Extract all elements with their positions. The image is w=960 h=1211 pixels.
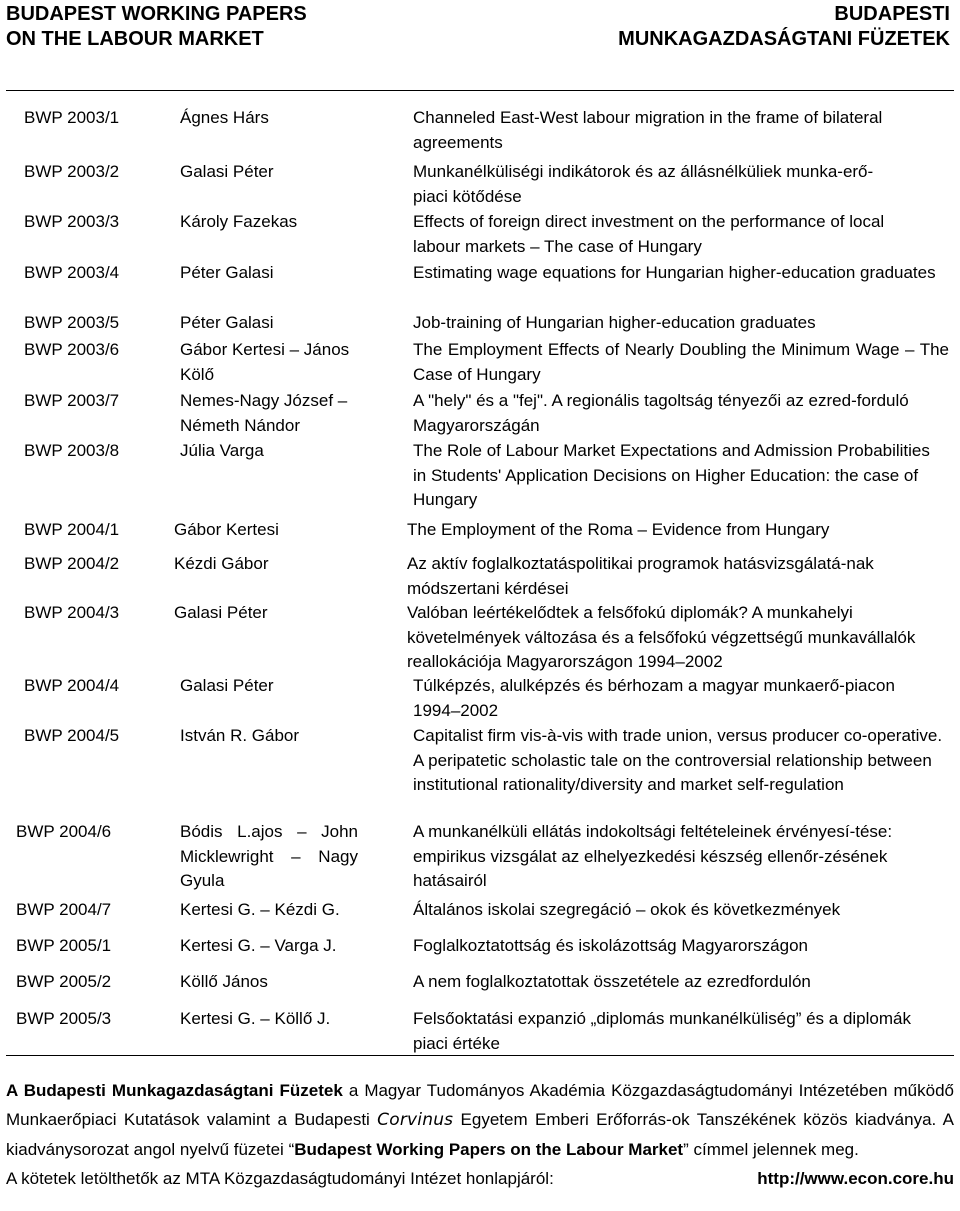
series-description: [6, 1076, 954, 1164]
corvinus-logo-text: Corvinus: [377, 1110, 454, 1130]
paper-author: Galasi Péter: [180, 162, 274, 181]
paper-code: BWP 2003/8: [24, 441, 120, 460]
paper-author: Péter Galasi: [180, 263, 274, 282]
paper-title: Az aktív foglalkoztatáspolitikai programok hatásvizsgálatá-nak módszertani kérdései: [407, 554, 874, 598]
paper-title: Capitalist firm vis-à-vis with trade union, versus producer co-operative. A peripatetic scholastic tale on the controversial relationship between institutional rationality/diversity and market self-regulation: [413, 726, 943, 794]
header-left-line2: ON THE LABOUR MARKET: [6, 28, 264, 50]
paper-code: BWP 2004/7: [16, 900, 112, 919]
description-text-1: a Magyar Tudományos Akadémia Közgazdaságtudományi Intézetében működő Munkaerőpiaci Kutatások valamint a Budapesti: [6, 1081, 954, 1129]
paper-code: BWP 2004/5: [24, 726, 120, 745]
quote-open: “: [288, 1140, 295, 1159]
paper-author: Galasi Péter: [180, 676, 274, 695]
publisher-note: [6, 1076, 954, 1193]
paper-author: Júlia Varga: [180, 441, 264, 460]
paper-title: Munkanélküliségi indikátorok és az állásnélküliek munka-erő-piaci kötődése: [413, 162, 874, 206]
website-link[interactable]: http://www.econ.core.hu: [757, 1169, 954, 1188]
paper-code: BWP 2004/1: [24, 520, 120, 539]
paper-author: Kertesi G. – Kézdi G.: [180, 900, 340, 919]
paper-author: Köllő János: [180, 972, 268, 991]
paper-code: BWP 2003/7: [24, 391, 120, 410]
paper-title: A "hely" és a "fej". A regionális tagoltság tényezői az ezred-forduló Magyarországán: [413, 391, 909, 435]
paper-title: Channeled East-West labour migration in the frame of bilateral agreements: [413, 108, 883, 152]
paper-author: István R. Gábor: [180, 726, 300, 745]
paper-code: BWP 2003/2: [24, 162, 120, 181]
paper-title: Foglalkoztatottság és iskolázottság Magyarországon: [413, 936, 808, 955]
paper-title: Általános iskolai szegregáció – okok és következmények: [413, 900, 841, 919]
quote-close: ”: [683, 1140, 689, 1159]
paper-code: BWP 2003/6: [24, 340, 120, 359]
paper-author: Galasi Péter: [174, 603, 268, 622]
download-text: A kötetek letölthetők az MTA Közgazdaságtudományi Intézet honlapjáról:: [6, 1169, 554, 1188]
paper-title: A nem foglalkoztatottak összetétele az ezredfordulón: [413, 972, 811, 991]
paper-code: BWP 2003/4: [24, 263, 120, 282]
paper-title: Túlképzés, alulképzés és bérhozam a magyar munkaerő-piacon 1994–2002: [413, 676, 895, 720]
header-right-line2: MUNKAGAZDASÁGTANI FÜZETEK: [618, 28, 950, 50]
paper-author: Bódis L.ajos – John Micklewright – Nagy Gyula: [180, 822, 358, 890]
paper-title: A munkanélküli ellátás indokoltsági feltételeinek érvényesí-tése: empirikus vizsgálat az elhelyezkedési készség ellenőr-zésének hatásairól: [413, 822, 893, 890]
paper-code: BWP 2005/3: [16, 1009, 112, 1028]
paper-author: Kertesi G. – Varga J.: [180, 936, 337, 955]
paper-author: Ágnes Hárs: [180, 108, 269, 127]
description-text-3: címmel jelennek meg.: [688, 1140, 859, 1159]
paper-author: Gábor Kertesi – János Kölő: [180, 340, 350, 384]
paper-author: Károly Fazekas: [180, 212, 298, 231]
paper-title: Valóban leértékelődtek a felsőfokú diplomák? A munkahelyi követelmények változása és a felsőfokú végzettségű munkavállalók reallokációja Magyarországon 1994–2002: [407, 603, 916, 671]
paper-title: The Employment Effects of Nearly Doubling the Minimum Wage – The Case of Hungary: [413, 340, 949, 384]
paper-title: Estimating wage equations for Hungarian higher-education graduates: [413, 263, 936, 282]
paper-title: The Employment of the Roma – Evidence from Hungary: [407, 520, 830, 539]
paper-code: BWP 2003/5: [24, 313, 120, 332]
paper-code: BWP 2004/4: [24, 676, 120, 695]
paper-title: Felsőoktatási expanzió „diplomás munkanélküliség” és a diplomák piaci értéke: [413, 1009, 911, 1053]
bottom-divider: [6, 1055, 954, 1056]
paper-code: BWP 2003/3: [24, 212, 120, 231]
paper-title: Effects of foreign direct investment on the performance of local labour markets – The case of Hungary: [413, 212, 885, 256]
paper-title: Job-training of Hungarian higher-education graduates: [413, 313, 816, 332]
header-right-line1: BUDAPESTI: [834, 3, 950, 25]
paper-code: BWP 2005/1: [16, 936, 112, 955]
paper-code: BWP 2005/2: [16, 972, 112, 991]
paper-author: Gábor Kertesi: [174, 520, 279, 539]
series-name-en: Budapest Working Papers on the Labour Market: [294, 1140, 684, 1159]
paper-author: Péter Galasi: [180, 313, 274, 332]
paper-author: Kézdi Gábor: [174, 554, 269, 573]
paper-author: Nemes-Nagy József – Németh Nándor: [180, 391, 348, 435]
paper-title: The Role of Labour Market Expectations and Admission Probabilities in Students' Application Decisions on Higher Education: the case of Hungary: [413, 441, 930, 509]
paper-code: BWP 2003/1: [24, 108, 120, 127]
paper-code: BWP 2004/3: [24, 603, 120, 622]
paper-author: Kertesi G. – Köllő J.: [180, 1009, 331, 1028]
download-line: [6, 1164, 954, 1193]
header-left-line1: BUDAPEST WORKING PAPERS: [6, 3, 307, 25]
description-text-2: Egyetem Emberi Erőforrás-ok Tanszékének közös kiadványa. A kiadványsorozat angol nyelvű füzetei: [6, 1110, 954, 1159]
paper-code: BWP 2004/6: [16, 822, 112, 841]
series-name-hu: A Budapesti Munkagazdaságtani Füzetek: [6, 1081, 343, 1100]
paper-code: BWP 2004/2: [24, 554, 120, 573]
